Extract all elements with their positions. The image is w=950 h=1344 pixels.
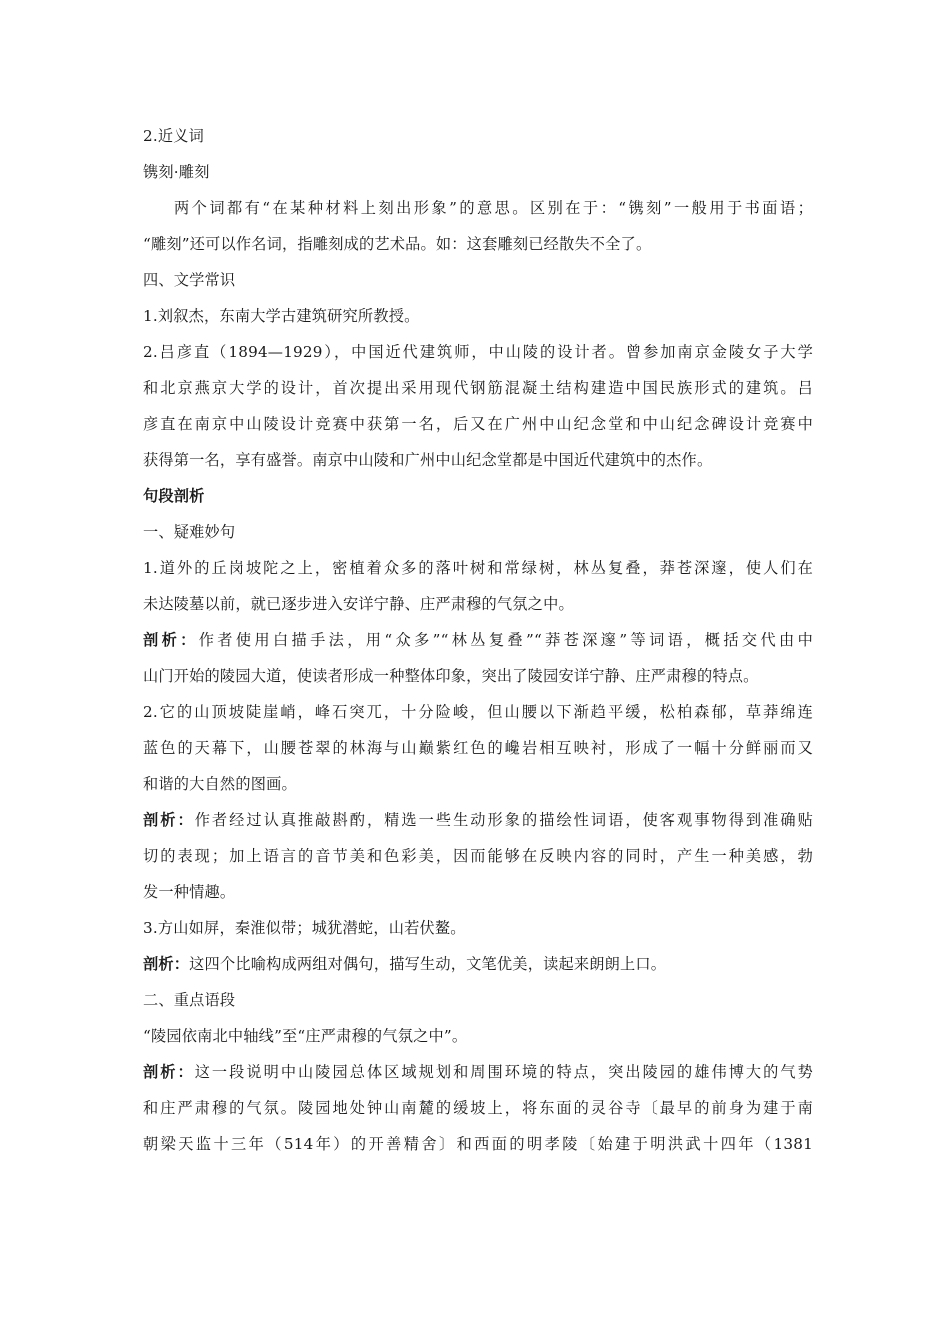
analysis-label: 剖析： <box>143 955 190 973</box>
paragraph-line: 切的表现；加上语言的音节美和色彩美，因而能够在反映内容的同时，产生一种美感，勃 <box>143 847 813 865</box>
document-body <box>143 118 813 1162</box>
analysis-text: 作者使用白描手法，用“众多”“林丛复叠”“莽苍深邃”等词语，概括交代由中 <box>198 631 813 649</box>
analysis-heading: 句段剖析 <box>143 487 205 505</box>
paragraph-line: 彦直在南京中山陵设计竞赛中获第一名，后又在广州中山纪念堂和中山纪念碑设计竞赛中 <box>143 415 813 433</box>
analysis-label: 剖析： <box>143 631 199 649</box>
analysis-text: 这四个比喻构成两组对偶句，描写生动，文笔优美，读起来朗朗上口。 <box>189 955 667 973</box>
paragraph-line: 1.道外的丘岗坡陀之上，密植着众多的落叶树和常绿树，林丛复叠，莽苍深邃，使人们在 <box>143 559 813 577</box>
section-heading: 四、文学常识 <box>143 271 236 289</box>
subsection-heading: 一、疑难妙句 <box>143 523 236 541</box>
analysis-line <box>143 802 813 838</box>
analysis-text: 作者经过认真推敲斟酌，精选一些生动形象的描绘性词语，使客观事物得到准确贴 <box>194 811 813 829</box>
analysis-line <box>143 1054 813 1090</box>
paragraph-line: 发一种情趣。 <box>143 883 236 901</box>
paragraph-line: 2.它的山顶坡陡崖峭，峰石突兀，十分险峻，但山腰以下渐趋平缓，松柏森郁，草莽绵连 <box>143 703 813 721</box>
paragraph-line: 蓝色的天幕下，山腰苍翠的林海与山巅紫红色的巉岩相互映衬，形成了一幅十分鲜丽而又 <box>143 739 813 757</box>
paragraph-line: 和北京燕京大学的设计，首次提出采用现代钢筋混凝土结构建造中国民族形式的建筑。吕 <box>143 379 813 397</box>
paragraph-line: 获得第一名，享有盛誉。南京中山陵和广州中山纪念堂都是中国近代建筑中的杰作。 <box>143 451 713 469</box>
paragraph-line: 1.刘叙杰，东南大学古建筑研究所教授。 <box>143 307 420 325</box>
paragraph-line: 2.吕彦直（1894—1929），中国近代建筑师，中山陵的设计者。曾参加南京金陵女子大学 <box>143 343 813 361</box>
paragraph-line: “陵园依南北中轴线”至“庄严肃穆的气氛之中”。 <box>143 1027 468 1045</box>
analysis-text: 这一段说明中山陵园总体区域规划和周围环境的特点，突出陵园的雄伟博大的气势 <box>194 1063 813 1081</box>
analysis-label: 剖析： <box>143 1063 195 1081</box>
analysis-line <box>143 622 813 658</box>
analysis-label: 剖析： <box>143 811 195 829</box>
paragraph-line: “雕刻”还可以作名词，指雕刻成的艺术品。如：这套雕刻已经散失不全了。 <box>143 235 652 253</box>
synonym-pair-title: 镌刻·雕刻 <box>143 163 210 181</box>
paragraph-line: 朝梁天监十三年（514年）的开善精舍〕和西面的明孝陵〔始建于明洪武十四年（1381 <box>143 1135 813 1153</box>
analysis-line <box>143 946 813 982</box>
synonyms-heading: 2.近义词 <box>143 127 205 145</box>
subsection-heading: 二、重点语段 <box>143 991 236 1009</box>
paragraph-line: 和谐的大自然的图画。 <box>143 775 297 793</box>
paragraph-line: 山门开始的陵园大道，使读者形成一种整体印象，突出了陵园安详宁静、庄严肃穆的特点。 <box>143 667 759 685</box>
paragraph-line: 和庄严肃穆的气氛。陵园地处钟山南麓的缓坡上，将东面的灵谷寺〔最早的前身为建于南 <box>143 1099 813 1117</box>
paragraph-line: 两个词都有“在某种材料上刻出形象”的意思。区别在于：“镌刻”一般用于书面语； <box>174 199 813 217</box>
paragraph-line: 3.方山如屏，秦淮似带；城犹潜蛇，山若伏鳌。 <box>143 919 466 937</box>
paragraph-line: 未达陵墓以前，就已逐步进入安详宁静、庄严肃穆的气氛之中。 <box>143 595 574 613</box>
